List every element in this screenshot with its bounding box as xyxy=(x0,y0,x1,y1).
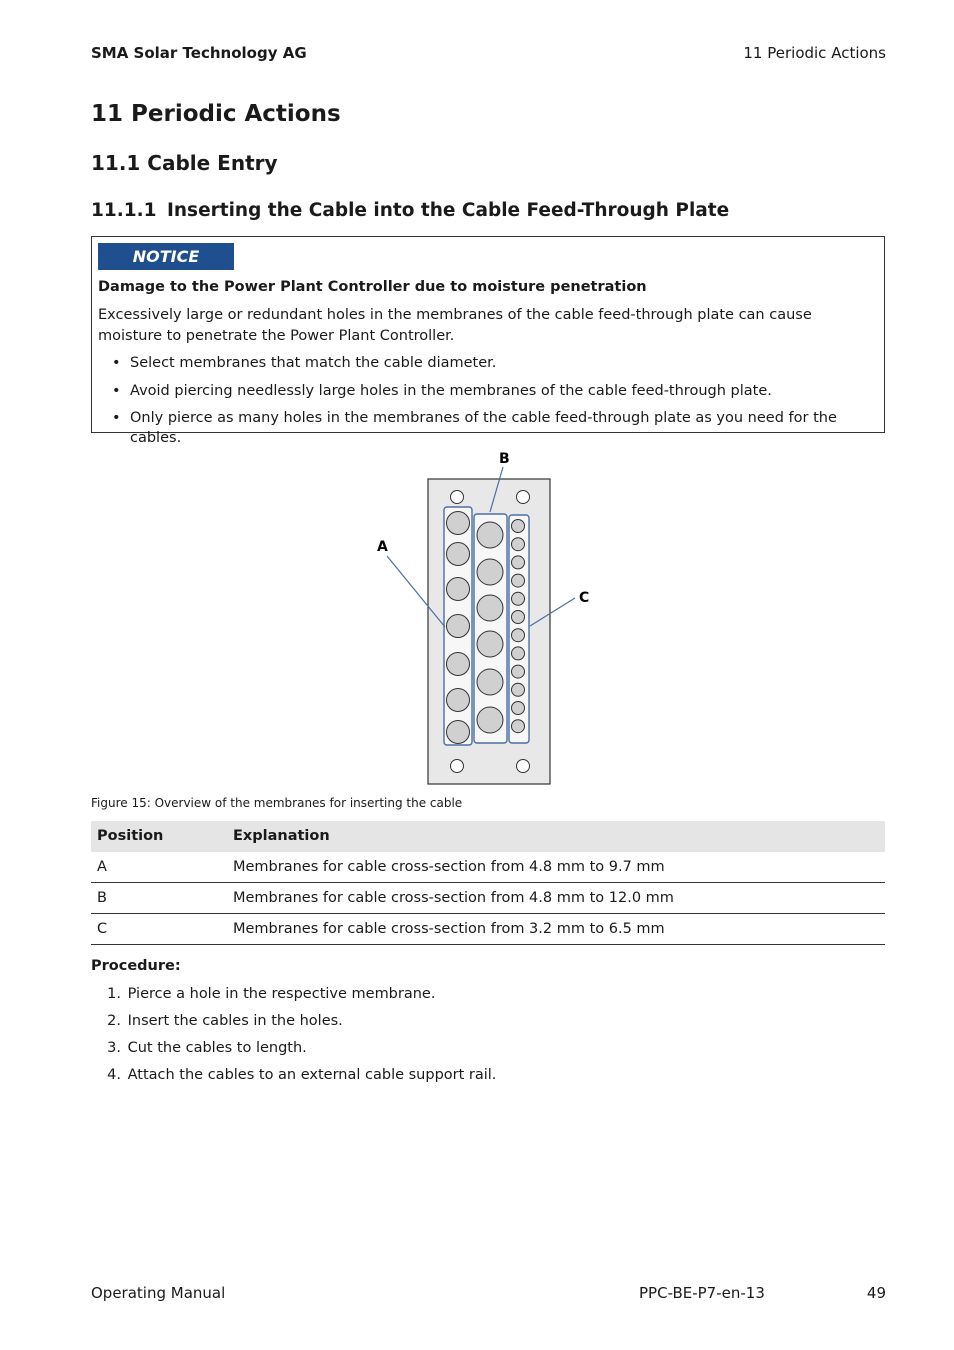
label-b: B xyxy=(499,451,510,467)
feed-through-plate-figure xyxy=(370,448,610,788)
membrane-strip-b xyxy=(474,514,507,743)
step-number: 1. xyxy=(107,986,121,1002)
header-section: 11 Periodic Actions xyxy=(743,44,886,62)
procedure-step xyxy=(91,984,496,1011)
membrane-strip-c xyxy=(509,515,529,743)
step-number: 4. xyxy=(107,1067,121,1083)
step-text: Pierce a hole in the respective membrane. xyxy=(127,986,436,1002)
procedure-step xyxy=(91,1065,496,1092)
membrane-hole xyxy=(512,647,525,660)
notice-bullet: • Select membranes that match the cable diameter. xyxy=(98,353,884,381)
table-row xyxy=(91,883,885,914)
membrane-hole xyxy=(512,683,525,696)
subsection-heading: Inserting the Cable into the Cable Feed-Through Plate xyxy=(167,200,730,221)
corner-hole xyxy=(517,760,530,773)
position-table xyxy=(91,821,885,945)
membrane-hole xyxy=(477,631,503,657)
membrane-hole xyxy=(512,592,525,605)
notice-box xyxy=(91,236,885,446)
column-header-position: Position xyxy=(91,821,227,852)
membrane-hole xyxy=(447,512,470,535)
step-number: 2. xyxy=(107,1013,121,1029)
page-number: 49 xyxy=(866,1284,886,1302)
membrane-hole xyxy=(512,720,525,733)
membrane-hole xyxy=(447,578,470,601)
position-cell: A xyxy=(91,852,227,883)
step-text: Insert the cables in the holes. xyxy=(127,1013,343,1029)
membrane-hole xyxy=(447,689,470,712)
explanation-cell: Membranes for cable cross-section from 4.8 mm to 9.7 mm xyxy=(227,852,885,883)
membrane-hole xyxy=(512,665,525,678)
procedure-step xyxy=(91,1038,496,1065)
membrane-hole xyxy=(477,669,503,695)
section-title: 11.1 Cable Entry xyxy=(91,151,278,175)
membrane-hole xyxy=(477,559,503,585)
notice-title: Damage to the Power Plant Controller due to moisture penetration xyxy=(98,279,647,295)
procedure-title: Procedure: xyxy=(91,958,181,974)
footer-manual-title: Operating Manual xyxy=(91,1284,226,1302)
procedure-steps xyxy=(91,984,496,1092)
membrane-hole xyxy=(447,653,470,676)
header-company: SMA Solar Technology AG xyxy=(91,44,307,62)
chapter-title: 11 Periodic Actions xyxy=(91,101,341,127)
membrane-strip-a xyxy=(444,507,472,745)
table-row xyxy=(91,852,885,883)
notice-bullet-list xyxy=(98,353,884,446)
step-number: 3. xyxy=(107,1040,121,1056)
explanation-cell: Membranes for cable cross-section from 4.8 mm to 12.0 mm xyxy=(227,883,885,914)
label-a: A xyxy=(377,539,388,555)
column-header-explanation: Explanation xyxy=(227,821,885,852)
corner-hole xyxy=(451,760,464,773)
step-text: Cut the cables to length. xyxy=(127,1040,307,1056)
corner-hole xyxy=(517,491,530,504)
notice-bullet: • Only pierce as many holes in the membranes of the cable feed-through plate as you need for the cables. xyxy=(98,408,884,436)
membrane-hole xyxy=(447,543,470,566)
membrane-hole xyxy=(512,556,525,569)
procedure-step xyxy=(91,1011,496,1038)
membrane-hole xyxy=(477,595,503,621)
footer-doc-id: PPC-BE-P7-en-13 xyxy=(639,1284,765,1302)
position-cell: C xyxy=(91,914,227,945)
position-cell: B xyxy=(91,883,227,914)
corner-hole xyxy=(451,491,464,504)
membrane-hole xyxy=(512,520,525,533)
step-text: Attach the cables to an external cable support rail. xyxy=(127,1067,497,1083)
membrane-hole xyxy=(512,574,525,587)
notice-bullet: • Avoid piercing needlessly large holes in the membranes of the cable feed-through plate. xyxy=(98,381,884,409)
membrane-hole xyxy=(477,707,503,733)
membrane-hole xyxy=(447,721,470,744)
figure-caption: Figure 15: Overview of the membranes for inserting the cable xyxy=(91,796,463,810)
membrane-hole xyxy=(512,538,525,551)
subsection-number: 11.1.1 xyxy=(91,200,157,221)
table-header-row xyxy=(91,821,885,852)
subsection-title xyxy=(91,200,729,221)
membrane-hole xyxy=(512,611,525,624)
notice-text: Excessively large or redundant holes in the membranes of the cable feed-through plate can cause moisture to penetrate the Power Plant Controller. xyxy=(98,307,812,344)
membrane-hole xyxy=(512,629,525,642)
label-c: C xyxy=(579,590,590,606)
explanation-cell: Membranes for cable cross-section from 3.2 mm to 6.5 mm xyxy=(227,914,885,945)
table-row xyxy=(91,914,885,945)
membrane-hole xyxy=(447,615,470,638)
membrane-hole xyxy=(512,702,525,715)
membrane-hole xyxy=(477,522,503,548)
notice-badge: NOTICE xyxy=(98,243,234,270)
